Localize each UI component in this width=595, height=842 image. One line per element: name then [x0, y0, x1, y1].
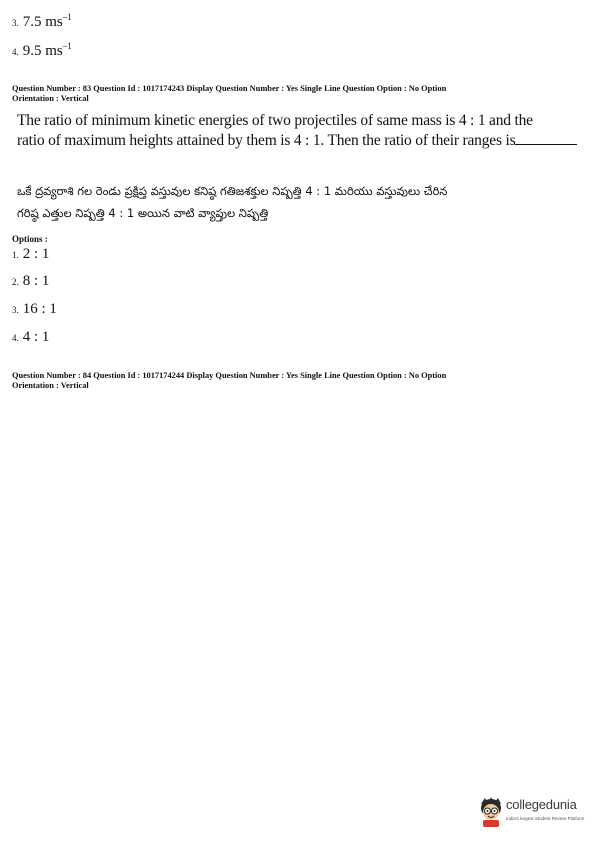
question-83-text-en: [17, 111, 582, 151]
question-line-1: The ratio of minimum kinetic energies of two projectiles of same mass is 4 : 1 and the: [17, 112, 533, 129]
telugu-line-1: ఒకే ద్రవ్యరాశి గల రెండు ప్రక్షిప్త వస్తువుల కనిష్ఠ గతిజశక్తుల నిష్పత్తి 4 : 1 మరియు వస్తువులు చేరిన: [17, 184, 448, 198]
option-text: 16 : 1: [22, 301, 57, 317]
prev-option-3: [12, 12, 72, 31]
meta-line-1: Question Number : 83 Question Id : 1017174243 Display Question Number : Yes Single Line Question Option : No Option: [12, 84, 447, 93]
question-83-meta: [12, 84, 572, 104]
question-83-text-te: [17, 180, 582, 224]
option-number: 3.: [12, 18, 19, 28]
meta-line-1: Question Number : 84 Question Id : 1017174244 Display Question Number : Yes Single Line Question Option : No Option: [12, 371, 447, 380]
meta-line-2: Orientation : Vertical: [12, 94, 89, 103]
question-84-meta: [12, 371, 572, 391]
option-number: 2.: [12, 277, 19, 287]
option-number: 3.: [12, 305, 19, 315]
logo-tagline: India's largest Student Review Platform: [506, 816, 585, 821]
option-1[interactable]: [12, 245, 49, 263]
option-3[interactable]: [12, 300, 57, 318]
option-text: 7.5 $ms^{-1}$: [22, 12, 72, 30]
option-text: 8 : 1: [22, 273, 50, 289]
collegedunia-logo: [472, 792, 590, 832]
option-number: 4.: [12, 47, 19, 57]
options-label: Options :: [12, 234, 48, 244]
option-number: 1.: [12, 250, 19, 260]
meta-line-2: Orientation : Vertical: [12, 381, 89, 390]
answer-blank: [515, 132, 577, 145]
telugu-line-2: గరిష్ఠ ఎత్తుల నిష్పత్తి 4 : 1 అయిన వాటి వ్యాప్తుల నిష్పత్తి: [17, 206, 269, 220]
logo-name: collegedunia: [506, 797, 577, 812]
prev-option-4: [12, 41, 72, 60]
mascot-icon: [476, 796, 506, 828]
option-text: 2 : 1: [22, 246, 50, 262]
option-4[interactable]: [12, 328, 49, 346]
option-2[interactable]: [12, 272, 49, 290]
option-number: 4.: [12, 333, 19, 343]
option-text: 9.5 $ms^{-1}$: [22, 41, 72, 59]
option-text: 4 : 1: [22, 329, 50, 345]
question-line-2: ratio of maximum heights attained by them is 4 : 1. Then the ratio of their ranges is: [17, 131, 582, 151]
